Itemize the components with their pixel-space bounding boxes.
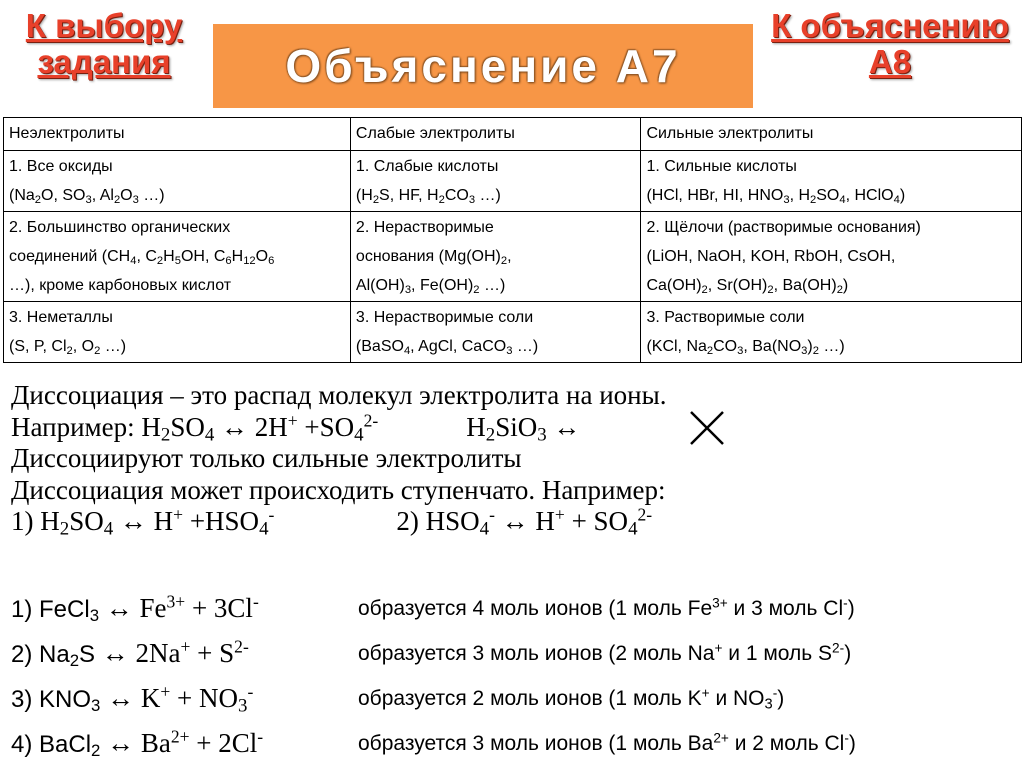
equation-row bbox=[11, 638, 1024, 680]
step-one: 1) $H_2SO_4$ ↔ $H^+ +HSO_4^-$ bbox=[11, 504, 275, 540]
cell-line: 3. Растворимые соли bbox=[646, 309, 805, 326]
table-header-row bbox=[4, 118, 1022, 151]
table-cell bbox=[350, 302, 641, 363]
cell-formula: $Al(OH)_3$, $Fe(OH)_2$ …) bbox=[355, 277, 506, 296]
next-link-line1: К объяснению bbox=[771, 7, 1009, 44]
equation-description: образуется 3 моль ионов (2 моль Na+ и 1 моль $S^{2-}$) bbox=[358, 640, 852, 665]
cell-line: 2. Нерастворимые bbox=[355, 219, 494, 236]
next-link-line2: А8 bbox=[868, 43, 912, 80]
table-cell bbox=[4, 212, 351, 302]
step-two: 2) $HSO_4^-$ ↔ $H^+ + SO_4^{2-}$ bbox=[396, 504, 653, 540]
definition-line: Диссоциация – это распад молекул электролита на ионы. bbox=[11, 380, 667, 410]
cell-line: 1. Слабые кислоты bbox=[355, 158, 499, 175]
back-link-line2: задания bbox=[37, 43, 171, 80]
back-link-line1: К выбору bbox=[25, 7, 183, 44]
dissociation-text bbox=[11, 380, 1021, 538]
table-cell bbox=[350, 212, 641, 302]
equation: 4) BaCl$_2$ ↔ $Ba^{2+} + 2Cl^-$ bbox=[11, 726, 264, 761]
example-sulfuric: Например: $H_2SO_4$ ↔ $2H^+ +SO_4^{2-}$ bbox=[11, 409, 379, 446]
table-cell bbox=[4, 302, 351, 363]
stepwise-example-line bbox=[11, 506, 1021, 538]
equation: 2) $Na_2S$ ↔ $2Na^+ + S^{2-}$ bbox=[11, 636, 249, 671]
table-cell bbox=[641, 151, 1022, 212]
cell-line: 3. Неметаллы bbox=[9, 309, 113, 326]
cell-formula: ($H_2S$, HF, $H_2CO_3$ …) bbox=[355, 187, 501, 206]
cell-line: 2. Щёлочи (растворимые основания) bbox=[646, 219, 921, 236]
cell-line: …), кроме карбоновых кислот bbox=[9, 277, 232, 294]
header-nonelectrolytes: Неэлектролиты bbox=[4, 118, 351, 151]
table-cell bbox=[350, 151, 641, 212]
cell-formula: $Ca(OH)_2$, $Sr(OH)_2$, $Ba(OH)_2$) bbox=[646, 277, 849, 296]
equation-description: образуется 3 моль ионов (1 моль $Ba^{2+}$ и 2 моль Cl-) bbox=[358, 730, 856, 755]
cell-line: 1. Сильные кислоты bbox=[646, 158, 797, 175]
cell-formula: (S, P, $Cl_2$, $O_2$ …) bbox=[9, 338, 127, 357]
cell-formula: ($Na_2O$, $SO_3$, $Al_2O_3$ …) bbox=[9, 187, 165, 206]
equation-description: образуется 4 моль ионов (1 моль $Fe^{3+}$ и 3 моль Cl-) bbox=[358, 595, 855, 620]
cell-formula: соединений ($CH_4$, $C_2H_5OH$, $C_6H_{12}O_6$ bbox=[9, 248, 275, 267]
electrolytes-table bbox=[3, 117, 1022, 363]
cell-line: (LiOH, NaOH, KOH, RbOH, CsOH, bbox=[646, 248, 896, 265]
title-banner bbox=[213, 24, 753, 108]
equation-description: образуется 2 моль ионов (1 моль K+ и $NO_3^-$) bbox=[358, 685, 785, 713]
table-cell bbox=[641, 302, 1022, 363]
example-line bbox=[11, 409, 1021, 446]
equation: 1) FeCl$_3$ ↔ $Fe^{3+} + 3Cl^-$ bbox=[11, 591, 259, 626]
strong-only-line: Диссоциируют только сильные электролиты bbox=[11, 443, 522, 473]
cross-icon bbox=[687, 408, 727, 448]
stepwise-line: Диссоциация может происходить ступенчато. Например: bbox=[11, 474, 666, 505]
cell-formula: (BaSO$_4$, AgCl, CaCO$_3$ …) bbox=[355, 338, 539, 357]
table-row bbox=[4, 151, 1022, 212]
cell-formula: (KCl, $Na_2CO_3$, $Ba(NO_3)_2$ …) bbox=[646, 338, 845, 357]
equation-row bbox=[11, 728, 1024, 770]
cell-line: 1. Все оксиды bbox=[9, 158, 113, 175]
header-weak-electrolytes: Слабые электролиты bbox=[350, 118, 641, 151]
example-silicic: $H_2SiO_3$ ↔ bbox=[466, 411, 581, 446]
table-row bbox=[4, 302, 1022, 363]
equation-row bbox=[11, 593, 1024, 635]
cell-formula: (HCl, HBr, HI, $HNO_3$, $H_2SO_4$, HClO$_4$) bbox=[646, 187, 906, 206]
equation-row bbox=[11, 683, 1024, 725]
cell-formula: основания ($Mg(OH)_2$, bbox=[355, 248, 512, 267]
page-title: Объяснение А7 bbox=[285, 40, 681, 92]
next-explanation-link[interactable] bbox=[762, 8, 1018, 80]
header-strong-electrolytes: Сильные электролиты bbox=[641, 118, 1022, 151]
table-cell bbox=[4, 151, 351, 212]
table-cell bbox=[641, 212, 1022, 302]
cell-line: 3. Нерастворимые соли bbox=[355, 309, 534, 326]
table-row bbox=[4, 212, 1022, 302]
cell-line: 2. Большинство органических bbox=[9, 219, 231, 236]
equation: 3) $KNO_3$ ↔ $K^+ + NO_3^-$ bbox=[11, 681, 254, 717]
back-to-tasks-link[interactable] bbox=[6, 8, 202, 80]
